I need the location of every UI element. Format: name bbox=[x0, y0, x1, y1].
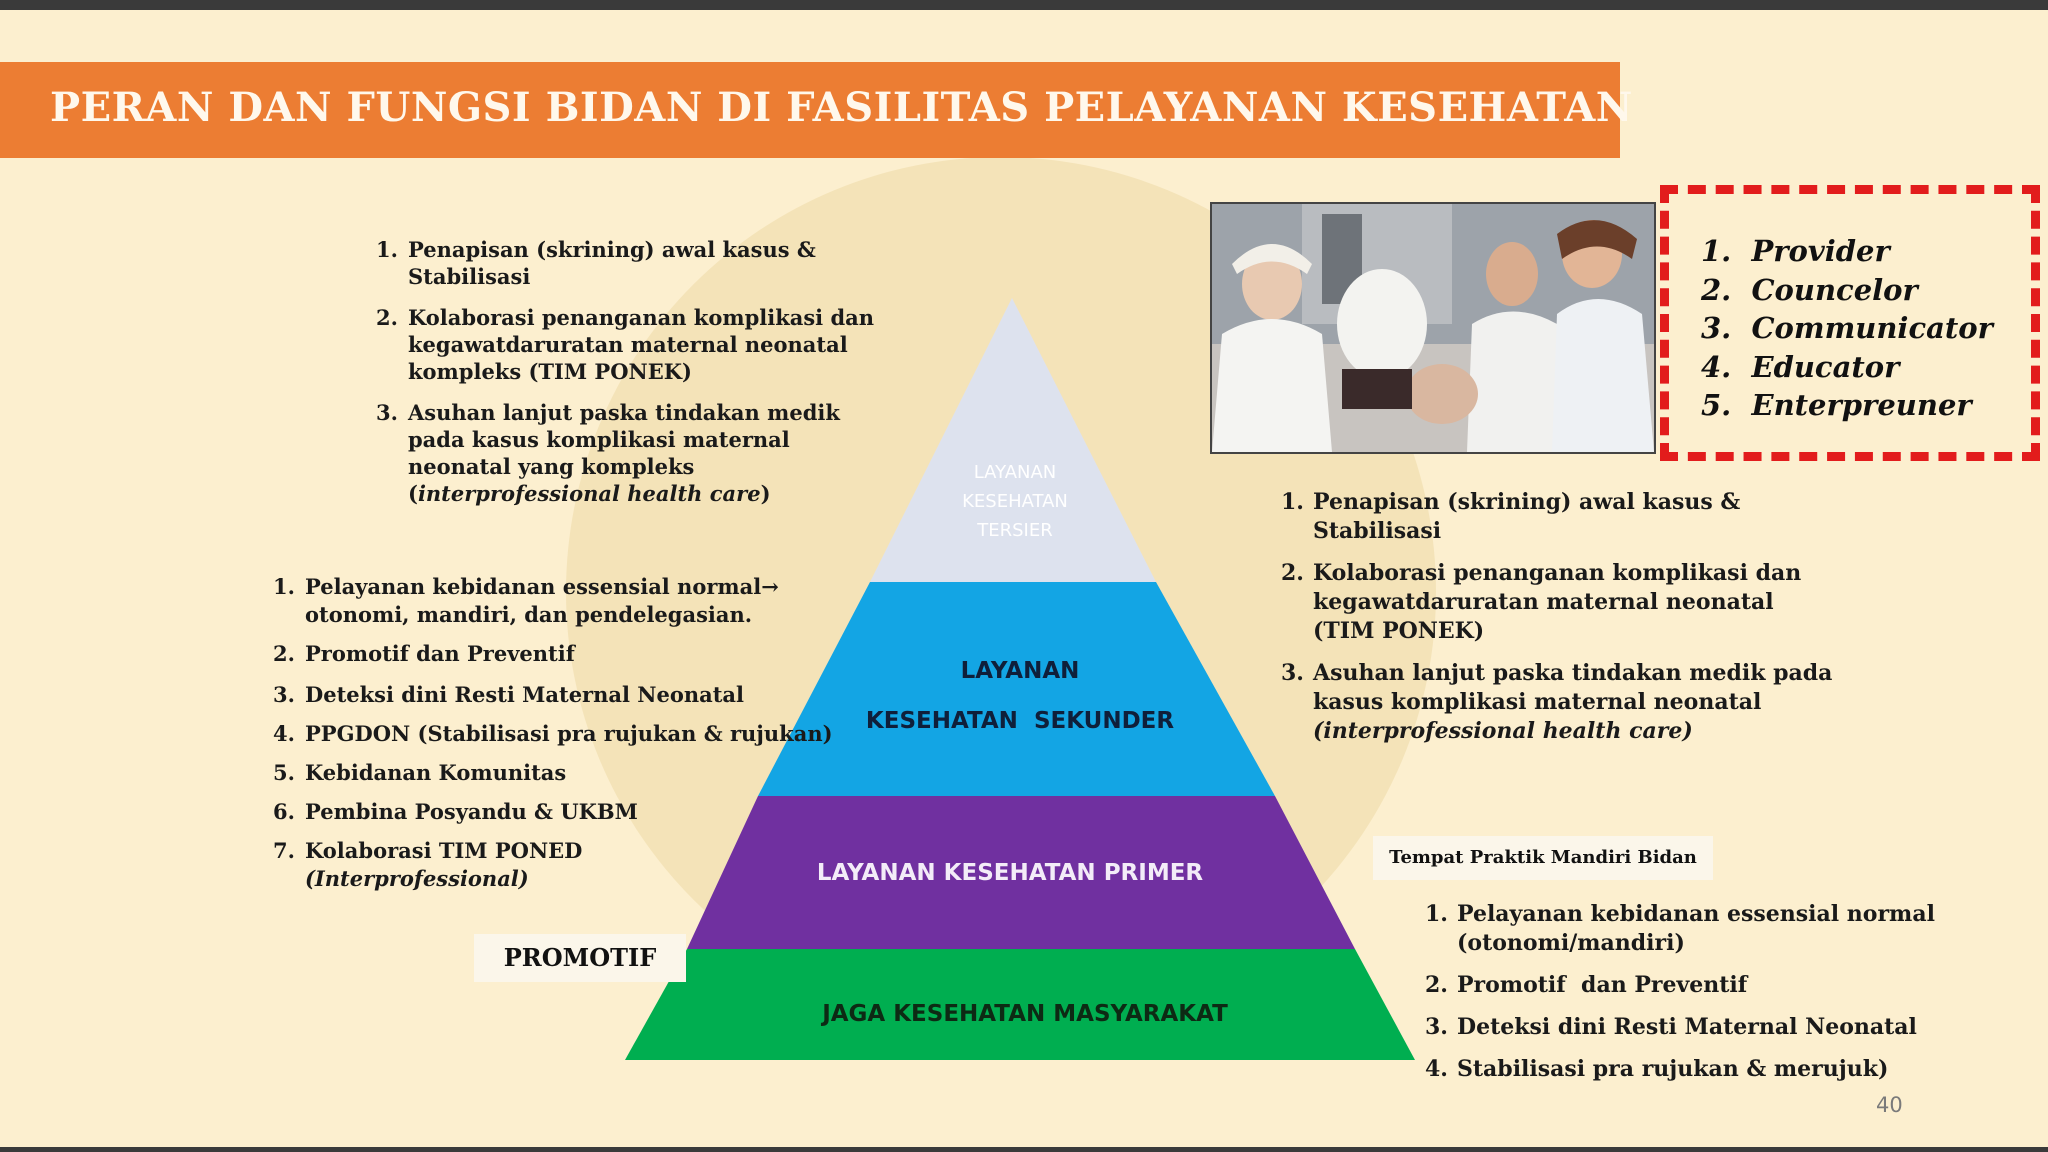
tpmb-label: Tempat Praktik Mandiri Bidan bbox=[1373, 836, 1713, 880]
role-communicator: 3. Communicator bbox=[1701, 311, 1993, 345]
right-top-list bbox=[1281, 488, 1841, 746]
left-bottom-list bbox=[273, 573, 833, 893]
label-sekunder bbox=[860, 646, 1180, 746]
label-tersier bbox=[930, 458, 1100, 545]
label-primer: LAYANAN KESEHATAN PRIMER bbox=[816, 860, 1204, 886]
nurses-illustration bbox=[1212, 204, 1654, 452]
list-item: 1. Pelayanan kebidanan essensial normal (otonomi/mandiri) bbox=[1425, 901, 1935, 956]
list-item: 2. Kolaborasi penanganan komplikasi dan kegawatdaruratan maternal neonatal kompleks (TIM PONEK) bbox=[376, 305, 875, 384]
slide bbox=[0, 10, 2048, 1147]
page-number: 40 bbox=[1876, 1093, 1903, 1117]
nurses-photo bbox=[1210, 202, 1656, 454]
list-item: 2. Promotif dan Preventif bbox=[1425, 972, 1748, 998]
list-item: 4. PPGDON (Stabilisasi pra rujukan & rujukan) bbox=[273, 721, 833, 746]
roles-list bbox=[1701, 234, 1993, 427]
list-item: 3. Deteksi dini Resti Maternal Neonatal bbox=[1425, 1014, 1917, 1040]
label-tersier-line1: LAYANAN bbox=[973, 462, 1057, 483]
list-item: 1. Penapisan (skrining) awal kasus & Stabilisasi bbox=[376, 237, 816, 289]
list-item: 3. Asuhan lanjut paska tindakan medik pada kasus komplikasi maternal neonatal yang kompleks (interprofessional health care) bbox=[376, 400, 840, 506]
list-item: 1. Penapisan (skrining) awal kasus & Stabilisasi bbox=[1281, 489, 1741, 544]
list-item: 2. Kolaborasi penanganan komplikasi dan kegawatdaruratan maternal neonatal (TIM PONEK) bbox=[1281, 560, 1802, 644]
slide-title: PERAN DAN FUNGSI BIDAN DI FASILITAS PELAYANAN KESEHATAN bbox=[50, 84, 1633, 131]
window-top-bar bbox=[0, 0, 2048, 10]
left-top-list bbox=[376, 236, 876, 507]
list-item: 2. Promotif dan Preventif bbox=[273, 641, 575, 666]
list-item: 7. Kolaborasi TIM PONED (Interprofessional) bbox=[273, 838, 583, 891]
label-tersier-line3: TERSIER bbox=[977, 520, 1053, 541]
label-masyarakat: JAGA KESEHATAN MASYARAKAT bbox=[822, 1001, 1228, 1027]
role-educator: 4. Educator bbox=[1701, 349, 1900, 384]
role-provider: 1. Provider bbox=[1701, 234, 1890, 268]
label-tersier-line2: KESEHATAN bbox=[962, 491, 1068, 512]
list-item: 6. Pembina Posyandu & UKBM bbox=[273, 799, 638, 824]
right-bottom-list bbox=[1425, 900, 1985, 1084]
list-item: 3. Asuhan lanjut paska tindakan medik pada kasus komplikasi maternal neonatal (interprofessional health care) bbox=[1281, 660, 1833, 744]
label-sekunder-line1: LAYANAN bbox=[960, 658, 1080, 684]
role-councelor: 2. Councelor bbox=[1701, 272, 1918, 307]
roles-box bbox=[1660, 185, 2040, 461]
window-bottom-bar bbox=[0, 1147, 2048, 1152]
label-sekunder-line2: KESEHATAN SEKUNDER bbox=[865, 708, 1175, 734]
list-item: 5. Kebidanan Komunitas bbox=[273, 760, 567, 785]
promotif-label: PROMOTIF bbox=[474, 934, 686, 982]
list-item: 3. Deteksi dini Resti Maternal Neonatal bbox=[273, 682, 745, 707]
role-enterpreuner: 5. Enterpreuner bbox=[1701, 388, 1972, 422]
list-item: 4. Stabilisasi pra rujukan & merujuk) bbox=[1425, 1056, 1889, 1082]
list-item: 1. Pelayanan kebidanan essensial normal→ otonomi, mandiri, dan pendelegasian. bbox=[273, 574, 779, 627]
